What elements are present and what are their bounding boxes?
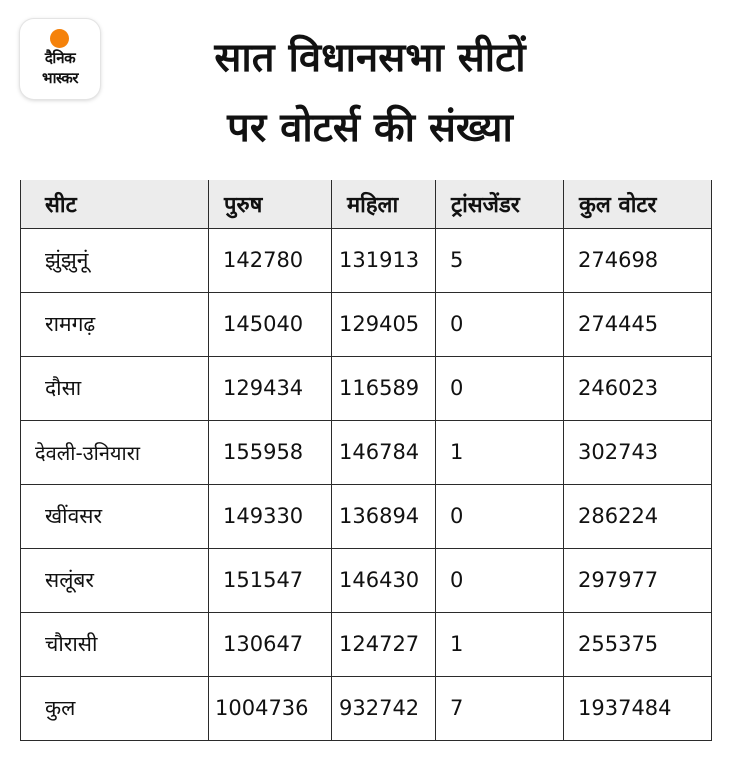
- logo-text-line1: दैनिक: [44, 49, 76, 67]
- cell-female: 131913: [332, 228, 436, 292]
- cell-transgender: 0: [436, 292, 564, 356]
- table-row: [21, 228, 712, 292]
- table-row: [21, 420, 712, 484]
- page-title-line1: सात विधानसभा सीटों: [214, 35, 526, 81]
- cell-transgender: 0: [436, 548, 564, 612]
- cell-total: 274698: [564, 228, 712, 292]
- cell-total: 1937484: [564, 676, 712, 740]
- sun-icon: [50, 29, 69, 48]
- cell-female: 146784: [332, 420, 436, 484]
- cell-female: 129405: [332, 292, 436, 356]
- table-row: [21, 484, 712, 548]
- cell-male: 130647: [209, 612, 332, 676]
- cell-male: 155958: [209, 420, 332, 484]
- cell-seat: कुल: [21, 676, 209, 740]
- cell-total: 302743: [564, 420, 712, 484]
- cell-female: 136894: [332, 484, 436, 548]
- cell-male: 151547: [209, 548, 332, 612]
- cell-male: 149330: [209, 484, 332, 548]
- cell-total: 246023: [564, 356, 712, 420]
- header-total: कुल वोटर: [564, 180, 712, 228]
- cell-transgender: 1: [436, 420, 564, 484]
- cell-total: 286224: [564, 484, 712, 548]
- cell-female: 124727: [332, 612, 436, 676]
- cell-transgender: 5: [436, 228, 564, 292]
- table-row: [21, 356, 712, 420]
- table-row: [21, 292, 712, 356]
- voter-count-table: [20, 180, 712, 741]
- cell-female: 932742: [332, 676, 436, 740]
- cell-female: 146430: [332, 548, 436, 612]
- cell-seat: देवली-उनियारा: [21, 420, 209, 484]
- cell-transgender: 7: [436, 676, 564, 740]
- cell-seat: सलूंबर: [21, 548, 209, 612]
- table-header-row: [21, 180, 712, 228]
- table-total-row: [21, 676, 712, 740]
- cell-transgender: 1: [436, 612, 564, 676]
- cell-male: 142780: [209, 228, 332, 292]
- cell-transgender: 0: [436, 356, 564, 420]
- page-title-line2: पर वोटर्स की संख्या: [227, 105, 513, 151]
- table-row: [21, 548, 712, 612]
- cell-male: 1004736: [209, 676, 332, 740]
- cell-total: 255375: [564, 612, 712, 676]
- cell-female: 116589: [332, 356, 436, 420]
- header-seat: सीट: [21, 180, 209, 228]
- cell-transgender: 0: [436, 484, 564, 548]
- cell-seat: खींवसर: [21, 484, 209, 548]
- cell-total: 297977: [564, 548, 712, 612]
- table-row: [21, 612, 712, 676]
- cell-seat: चौरासी: [21, 612, 209, 676]
- dainik-bhaskar-logo: [20, 19, 100, 99]
- cell-total: 274445: [564, 292, 712, 356]
- logo-text-line2: भास्कर: [42, 69, 78, 87]
- header-female: महिला: [332, 180, 436, 228]
- cell-seat: झुंझुनूं: [21, 228, 209, 292]
- cell-male: 129434: [209, 356, 332, 420]
- header-male: पुरुष: [209, 180, 332, 228]
- cell-seat: दौसा: [21, 356, 209, 420]
- cell-male: 145040: [209, 292, 332, 356]
- cell-seat: रामगढ़: [21, 292, 209, 356]
- header-transgender: ट्रांसजेंडर: [436, 180, 564, 228]
